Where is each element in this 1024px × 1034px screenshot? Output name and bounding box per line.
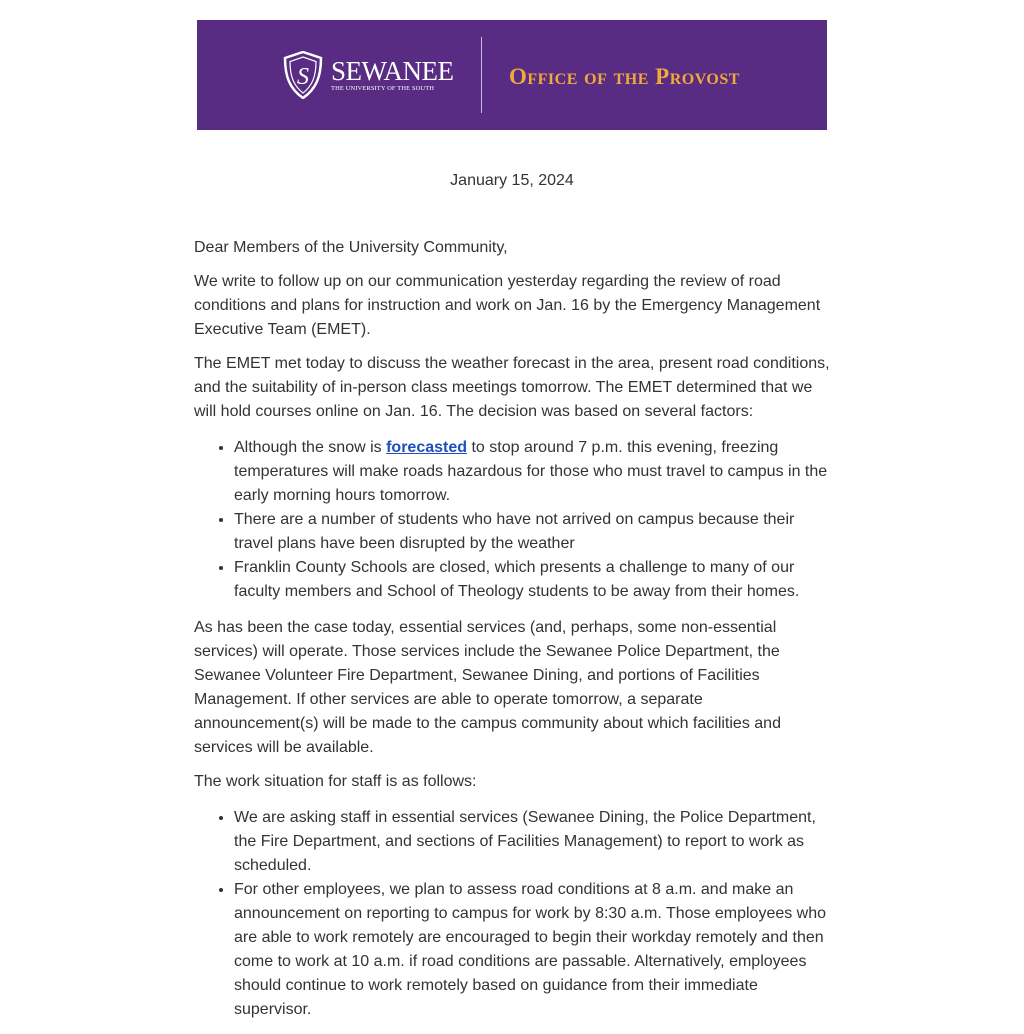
- shield-s-icon: [283, 51, 323, 99]
- paragraph-intro: We write to follow up on our communication yesterday regarding the review of road conditions and plans for instruction and work on Jan. 16 by the Emergency Management Executive Team (EMET).: [194, 273, 821, 338]
- list-item: • There are a number of students who have not arrived on campus because their travel plans have been disrupted by the weather: [234, 508, 830, 556]
- list-item: • We are asking staff in essential services (Sewanee Dining, the Police Department, the Fire Department, and sections of Facilities Management) to report to work as scheduled.: [234, 806, 830, 878]
- logo-subtitle: THE UNIVERSITY OF THE SOUTH: [331, 85, 435, 92]
- logo-name: SEWANEE: [331, 56, 454, 86]
- paragraph-services: As has been the case today, essential services (and, perhaps, some non-essential services) will operate. Those services include the Sewanee Police Department, the Sewanee Volunteer Fire Department, Sewanee Dining, and portions of Facilities Management. If other services are able to operate tomorrow, a separate announcement(s) will be made to the campus community about which facilities and services will be available.: [194, 619, 781, 756]
- paragraph-decision: The EMET met today to discuss the weather forecast in the area, present road conditions, and the suitability of in-person class meetings tomorrow. The EMET determined that we will hold courses online on Jan. 16. The decision was based on several factors:: [194, 355, 830, 420]
- office-title: Office of the Provost: [509, 64, 740, 89]
- letter-body: [194, 236, 830, 1034]
- list-item: • For other employees, we plan to assess road conditions at 8 a.m. and make an announcement on reporting to campus for work by 8:30 a.m. Those employees who are able to work remotely are encouraged to begin their workday remotely and then come to work at 10 a.m. if road conditions are passable. Alternatively, employees should continue to work remotely based on guidance from their immediate supervisor.: [234, 878, 830, 1022]
- banner-divider: [481, 37, 482, 113]
- list-item: [234, 436, 830, 508]
- letter-date: January 15, 2024: [450, 172, 574, 189]
- staff-list: [194, 806, 830, 1022]
- factor-text-after: to stop around 7 p.m. this evening, freezing temperatures will make roads hazardous for those who must travel to campus in the early morning hours tomorrow.: [234, 439, 828, 504]
- factor-text-before: Although the snow is: [234, 439, 387, 456]
- list-item: • Franklin County Schools are closed, which presents a challenge to many of our faculty members and School of Theology students to be away from their homes.: [234, 556, 830, 604]
- forecasted-link[interactable]: forecasted: [386, 439, 468, 456]
- svg-text:S: S: [297, 64, 309, 90]
- paragraph-staff-intro: The work situation for staff is as follows:: [194, 773, 477, 790]
- sewanee-logo[interactable]: [283, 51, 453, 99]
- salutation: Dear Members of the University Community,: [194, 239, 508, 256]
- factors-list: [194, 436, 830, 604]
- header-banner: [197, 20, 827, 130]
